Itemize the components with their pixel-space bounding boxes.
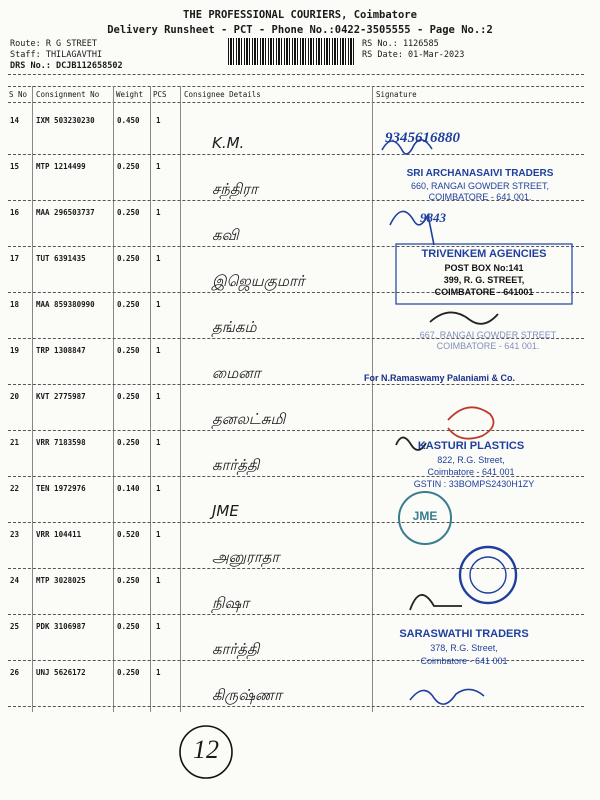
cell-consignment: TRP 1308847	[36, 346, 86, 355]
stamp-city: COIMBATORE - 641 001.	[436, 341, 540, 351]
stamp-address: 822, R.G. Street,	[437, 455, 505, 465]
cell-weight: 0.250	[117, 254, 140, 263]
cell-consignment: PDK 3106987	[36, 622, 86, 631]
cell-pcs: 1	[156, 484, 161, 493]
handwritten-consignee: தங்கம்	[212, 318, 257, 336]
cell-pcs: 1	[156, 162, 161, 171]
handwritten-consignee: அனுராதா	[212, 548, 280, 566]
stamp-address: 660, RANGAI GOWDER STREET,	[410, 181, 550, 191]
cell-weight: 0.250	[117, 208, 140, 217]
cell-sno: 21	[10, 438, 20, 447]
stamp-city: COIMBATORE - 641 001.	[428, 192, 532, 202]
cell-consignment: MTP 3028025	[36, 576, 86, 585]
handwritten-consignee: கார்த்தி	[212, 640, 260, 658]
staff-label: Staff: THILAGAVTHI	[10, 50, 103, 60]
handwritten-phone-partial: 9843	[420, 210, 446, 225]
cell-weight: 0.140	[117, 484, 140, 493]
cell-weight: 0.250	[117, 162, 140, 171]
col-header-weight: Weight	[116, 90, 144, 99]
cell-sno: 20	[10, 392, 20, 401]
stamp-saraswathi: SARASWATHI TRADERS	[399, 628, 529, 640]
handwritten-consignee: தனலட்சுமி	[212, 410, 286, 428]
stamp-gstin: GSTIN : 33BOMPS2430H1ZY	[413, 479, 535, 489]
signature-scribble	[448, 407, 494, 438]
signature-scribble	[410, 689, 484, 704]
col-header-signature: Signature	[376, 90, 417, 99]
cell-pcs: 1	[156, 208, 161, 217]
col-header-consignment: Consignment No	[36, 90, 100, 99]
cell-weight: 0.250	[117, 346, 140, 355]
cell-sno: 19	[10, 346, 20, 355]
cell-consignment: MAA 296503737	[36, 208, 95, 217]
rs-number: RS No.: 1126585	[362, 39, 439, 49]
rs-date: RS Date: 01-Mar-2023	[362, 50, 465, 60]
cell-weight: 0.250	[117, 668, 140, 677]
cell-pcs: 1	[156, 116, 161, 125]
stamp-city: Coimbatore - 641 001	[427, 467, 515, 477]
stamp-line: 667, RANGAI GOWDER STREET	[419, 330, 557, 340]
cell-weight: 0.520	[117, 530, 140, 539]
col-header-pcs: PCS	[153, 90, 167, 99]
cell-weight: 0.450	[117, 116, 140, 125]
handwritten-consignee: K.M.	[212, 134, 245, 152]
cell-pcs: 1	[156, 300, 161, 309]
cell-sno: 16	[10, 208, 20, 217]
round-seal	[460, 547, 516, 603]
cell-sno: 15	[10, 162, 20, 171]
document-subtitle: Delivery Runsheet - PCT - Phone No.:0422-3505555 - Page No.:2	[107, 24, 493, 36]
cell-pcs: 1	[156, 438, 161, 447]
cell-weight: 0.250	[117, 392, 140, 401]
handwritten-consignee: சந்திரா	[212, 180, 258, 198]
stamp-address: 378, R.G. Street,	[430, 643, 498, 653]
cell-consignment: TEN 1972976	[36, 484, 86, 493]
jme-stamp-label: JME	[412, 509, 438, 523]
signature-scribble	[430, 312, 498, 323]
cell-pcs: 1	[156, 622, 161, 631]
col-header-consignee: Consignee Details	[184, 90, 261, 99]
cell-consignment: VRR 104411	[36, 530, 82, 539]
handwritten-consignee: JME	[212, 502, 239, 520]
stamp-trivenkem: TRIVENKEM AGENCIES	[421, 248, 547, 260]
cell-weight: 0.250	[117, 622, 140, 631]
cell-consignment: MAA 859380990	[36, 300, 95, 309]
handwritten-consignee: இஜெயகுமார்	[212, 272, 305, 290]
stamp-line: POST BOX No:141	[444, 263, 524, 273]
stamp-city: COIMBATORE - 641001	[434, 287, 534, 297]
cell-pcs: 1	[156, 254, 161, 263]
signature-scribble	[410, 595, 462, 610]
cell-weight: 0.250	[117, 300, 140, 309]
cell-sno: 22	[10, 484, 20, 493]
cell-consignment: TUT 6391435	[36, 254, 86, 263]
page-circle-number: 12	[193, 735, 219, 764]
cell-sno: 26	[10, 668, 20, 677]
handwritten-consignee: கவி	[212, 226, 239, 244]
handwritten-consignee: நிஷா	[212, 594, 250, 612]
cell-consignment: UNJ 5626172	[36, 668, 86, 677]
cell-sno: 14	[10, 116, 20, 125]
cell-consignment: IXM 503230230	[36, 116, 95, 125]
stamp-city: Coimbatore - 641 001	[420, 656, 508, 666]
cell-consignment: KVT 2775987	[36, 392, 86, 401]
col-header-sno: S No	[9, 90, 28, 99]
cell-pcs: 1	[156, 392, 161, 401]
stamp-kasturi-plastics: KASTURI PLASTICS	[417, 440, 525, 452]
cell-sno: 23	[10, 530, 20, 539]
handwritten-phone: 9345616880	[385, 130, 460, 146]
cell-pcs: 1	[156, 576, 161, 585]
cell-pcs: 1	[156, 668, 161, 677]
cell-sno: 18	[10, 300, 20, 309]
stamp-ramaswamy: For N.Ramaswamy Palaniami & Co.	[364, 373, 516, 383]
cell-sno: 17	[10, 254, 20, 263]
drs-number: DRS No.: DCJB112658502	[10, 61, 123, 71]
handwritten-consignee: கிருஷ்ணா	[212, 686, 282, 704]
cell-sno: 25	[10, 622, 20, 631]
cell-pcs: 1	[156, 346, 161, 355]
document-title: THE PROFESSIONAL COURIERS, Coimbatore	[183, 9, 417, 21]
cell-consignment: MTP 1214499	[36, 162, 86, 171]
cell-sno: 24	[10, 576, 20, 585]
route-label: Route: R G STREET	[10, 39, 97, 49]
cell-weight: 0.250	[117, 576, 140, 585]
stamp-line: 399, R. G. STREET,	[443, 275, 525, 285]
cell-consignment: VRR 7183598	[36, 438, 86, 447]
stamp-sri-archanasaivi: SRI ARCHANASAIVI TRADERS	[406, 168, 554, 179]
cell-pcs: 1	[156, 530, 161, 539]
handwritten-consignee: கார்த்தி	[212, 456, 260, 474]
cell-weight: 0.250	[117, 438, 140, 447]
handwritten-consignee: மைனா	[212, 364, 261, 382]
